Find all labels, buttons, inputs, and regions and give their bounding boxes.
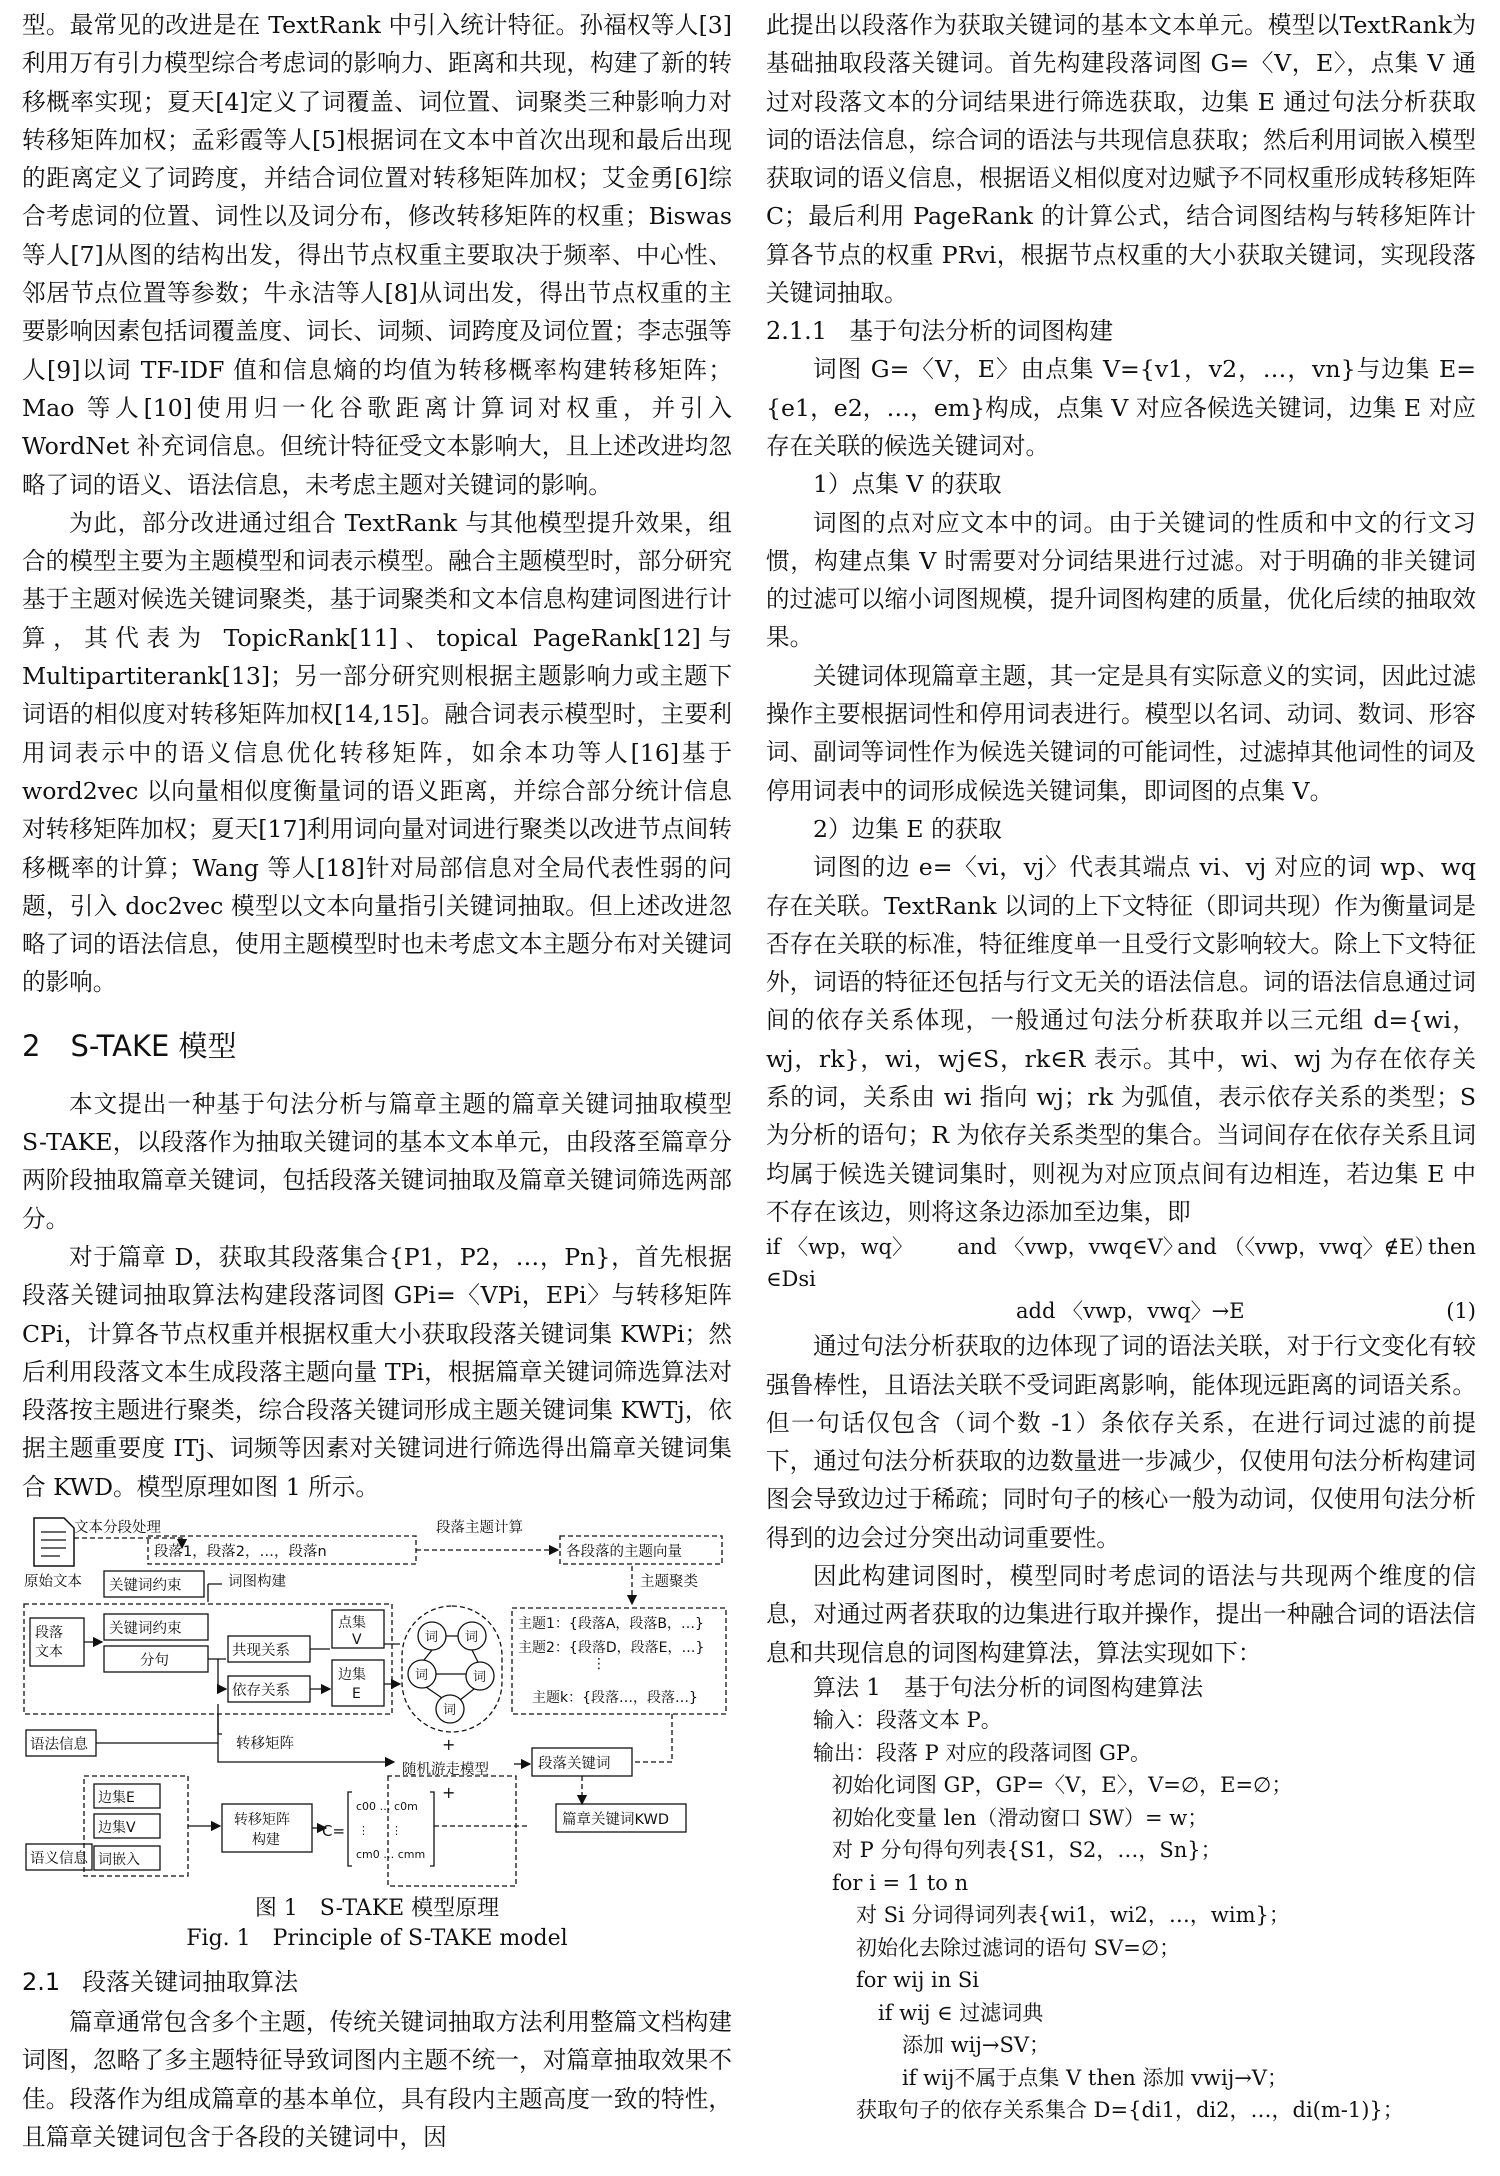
svg-text:+: + bbox=[442, 1782, 456, 1802]
algo-line-11: 添加 wij→SV； bbox=[902, 2033, 1051, 2058]
label-para-topic-calc: 段落主题计算 bbox=[436, 1519, 523, 1536]
label-random-walk: 随机游走模型 bbox=[402, 1761, 489, 1778]
label-trans-matrix: 转移矩阵 bbox=[236, 1735, 294, 1752]
equation-1-line-1 bbox=[766, 1231, 1476, 1295]
algo-line-1: 输入：段落文本 P。 bbox=[813, 1708, 1002, 1733]
subsection-number: 2.1 bbox=[22, 1967, 61, 1996]
algo-line-10: if wij ∈ 过滤词典 bbox=[878, 2000, 1044, 2025]
label-topick: 主题k：{段落…，段落…} bbox=[532, 1689, 698, 1706]
left-paragraph-2: 为此，部分改进通过组合 TextRank 与其他模型提升效果，组合的模型主要为主题模型和词表示模型。融合主题模型时，部分研究基于主题对候选关键词聚类，基于词聚类和文本信息构建词图进行计算，其代表为 TopicRank[11]、topical PageRank[12]与 Multipartiterank[13]；另一部分研究则根据主题影响力或主题下词语的相似度对转移矩阵加权[14,15]。融合词表示模型时，主要利用词表示中的语义信息优化转移矩阵，如余本功等人[16]基于 word2vec 以向量相似度衡量词的语义距离，并综合部分统计信息对转移矩阵加权；夏天[17]利用词向量对词进行聚类以改进节点间转移概率的计算；Wang 等人[18]针对局部信息对全局代表性弱的问题，引入 doc2vec 模型以文本向量指引关键词抽取。但上述改进忽略了词的语法信息，使用主题模型时也未考虑文本主题分布对关键词的影响。 bbox=[22, 508, 732, 997]
svg-text:文本: 文本 bbox=[35, 1643, 63, 1660]
algo-line-2: 输出：段落 P 对应的段落词图 GP。 bbox=[813, 1740, 1152, 1765]
svg-text:词: 词 bbox=[473, 1669, 487, 1685]
section-heading-2 bbox=[22, 1024, 732, 1065]
label-topic2: 主题2：{段落D，段落E，…} bbox=[518, 1639, 705, 1656]
eq-part-d: then bbox=[1428, 1235, 1476, 1260]
label-text-seg: 文本分段处理 bbox=[74, 1519, 161, 1536]
svg-text:词: 词 bbox=[443, 1702, 457, 1718]
figure-1 bbox=[22, 1514, 732, 1894]
right-column bbox=[766, 6, 1476, 2127]
eq-part-c: and （〈vwp，vwq〉∉E） bbox=[1177, 1235, 1436, 1260]
svg-text:词: 词 bbox=[415, 1667, 429, 1683]
svg-text:段落: 段落 bbox=[35, 1624, 63, 1641]
svg-text:+: + bbox=[442, 1734, 456, 1754]
svg-text:c00 … c0m: c00 … c0m bbox=[356, 1799, 418, 1813]
label-word-embed: 词嵌入 bbox=[98, 1851, 140, 1868]
algo-line-13: 获取句子的依存关系集合 D={di1，di2，…，di(m-1)}； bbox=[856, 2098, 1404, 2123]
right-paragraph-6: 通过句法分析获取的边体现了词的语法关联，对于行文变化有较强鲁棒性，且语法关联不受词距离影响，能体现远距离的词语关系。但一句话仅包含（词个数 -1）条依存关系，在进行词过滤的前提下，通过句法分析获取的边数量进一步减少，仅使用句法分析构建词图会导致边过于稀疏；同时句子的核心一般为动词，仅使用句法分析得到的边会过分突出动词重要性。 bbox=[766, 1332, 1476, 1552]
svg-text:E: E bbox=[352, 1685, 361, 1702]
right-paragraph-5: 词图的边 e=〈vi，vj〉代表其端点 vi、vj 对应的词 wp、wq 存在关联。TextRank 以词的上下文特征（即词共现）作为衡量词是否存在关联的标准，特征维度单一且受行文影响较大。除上下文特征外，词语的特征还包括与行文无关的语法信息。词的语法信息通过词间的依存关系体现，一般通过句法分析获取并以三元组 d={wi，wj，rk}，wi，wj∈S，rk∈R 表示。其中，wi、wj 为存在依存关系的词，关系由 wi 指向 wj；rk 为弧值，表示依存关系的类型；S 为分析的语句；R 为依存关系类型的集合。当词间存在依存关系且词均属于候选关键词集时，则视为对应顶点间有边相连，若边集 E 中不存在该边，则将这条边添加至边集，即 bbox=[766, 853, 1476, 1226]
algo-line-8: 初始化去除过滤词的语句 SV=∅； bbox=[856, 1935, 1181, 1960]
right-paragraph-4: 关键词体现篇章主题，其一定是具有实际意义的实词，因此过滤操作主要根据词性和停用词表进行。模型以名词、动词、数词、形容词、副词等词性作为候选关键词的可能词性，过滤掉其他词性的词及停用词表中的词形成候选关键词集，即词图的点集 V。 bbox=[766, 661, 1476, 805]
subsection-heading-2-1 bbox=[22, 1962, 732, 1997]
left-paragraph-5: 篇章通常包含多个主题，传统关键词抽取方法利用整篇文档构建词图，忽略了多主题特征导致词图内主题不统一，对篇章抽取效果不佳。段落作为组成篇章的基本单位，具有段内主题高度一致的特性，且篇章关键词包含于各段的关键词中，因 bbox=[22, 2007, 732, 2151]
label-edge-e2: 边集E bbox=[98, 1789, 135, 1806]
left-paragraph-4: 对于篇章 D，获取其段落集合{P1，P2，…，Pn}，首先根据段落关键词抽取算法构建段落词图 GPi=〈VPi，EPi〉与转移矩阵 CPi，计算各节点权重并根据权重大小获取段落关键词集 KWPi；然后利用段落文本生成段落主题向量 TPi，根据篇章关键词筛选算法对段落按主题进行聚类，综合段落关键词形成主题关键词集 KWTj，依据主题重要度 ITj、词频等因素对关键词进行筛选得出篇章关键词集合 KWD。模型原理如图 1 所示。 bbox=[22, 1242, 732, 1501]
algo-line-5: 对 P 分句得句列表{S1，S2，…，Sn}； bbox=[832, 1838, 1222, 1863]
label-kw-constraint-2: 关键词约束 bbox=[109, 1620, 182, 1637]
algo-line-7: 对 Si 分词得词列表{wi1，wi2，…，wim}； bbox=[856, 1903, 1290, 1928]
subsection-number: 2.1.1 bbox=[766, 317, 828, 346]
eq-part-a: if 〈wp，wq〉∈Dsi bbox=[766, 1235, 913, 1292]
equation-number: (1) bbox=[1446, 1299, 1476, 1324]
svg-text:边集: 边集 bbox=[338, 1666, 366, 1683]
figure-caption-cn: 图 1 S-TAKE 模型原理 bbox=[254, 1895, 500, 1921]
label-edge-v: 边集V bbox=[98, 1819, 136, 1836]
svg-text:词: 词 bbox=[465, 1629, 479, 1645]
label-graph-build: 词图构建 bbox=[228, 1573, 286, 1590]
label-semantic-info: 语义信息 bbox=[30, 1850, 88, 1867]
subsection-heading-2-1-1 bbox=[766, 312, 1476, 350]
eq-part-e: add 〈vwp，vwq〉→E bbox=[1016, 1299, 1245, 1324]
subsection-title: 段落关键词抽取算法 bbox=[82, 1967, 299, 1996]
svg-text:⋮ ⋮: ⋮ ⋮ bbox=[358, 1823, 402, 1837]
left-column bbox=[22, 6, 732, 2156]
label-matrix-c: C= bbox=[322, 1821, 346, 1840]
label-para-kw: 段落关键词 bbox=[538, 1755, 611, 1772]
label-syntax-info: 语法信息 bbox=[30, 1736, 88, 1753]
svg-text:构建: 构建 bbox=[252, 1831, 280, 1848]
equation-1-line-2 bbox=[766, 1295, 1476, 1327]
right-paragraph-7: 因此构建词图时，模型同时考虑词的语法与共现两个维度的信息，对通过两者获取的边集进行取并操作，提出一种融合词的语法信息和共现信息的词图构建算法，算法实现如下： bbox=[766, 1561, 1476, 1667]
left-paragraph-3: 本文提出一种基于句法分析与篇章主题的篇章关键词抽取模型 S-TAKE，以段落作为抽取关键词的基本文本单元，由段落至篇章分两阶段抽取篇章关键词，包括段落关键词抽取及篇章关键词筛选两部分。 bbox=[22, 1089, 732, 1233]
label-doc-kw: 篇章关键词KWD bbox=[562, 1811, 669, 1828]
sub-heading-node-set: 1）点集 V 的获取 bbox=[813, 470, 1002, 499]
right-paragraph-1: 此提出以段落作为获取关键词的基本文本单元。模型以TextRank为基础抽取段落关键词。首先构建段落词图 G=〈V，E〉，点集 V 通过对段落文本的分词结果进行筛选获取，边集 E 通过句法分析获取词的语法信息，综合词的语法与共现信息获取；然后利用词嵌入模型获取词的语义信息，根据语义相似度对边赋予不同权重形成转移矩阵 C；最后利用 PageRank 的计算公式，结合词图结构与转移矩阵计算各节点的权重 PRvi，根据节点权重的大小获取关键词，实现段落关键词抽取。 bbox=[766, 11, 1476, 308]
section-title: S-TAKE 模型 bbox=[70, 1028, 237, 1063]
figure-caption-en: Fig. 1 Principle of S-TAKE model bbox=[186, 1925, 568, 1951]
algo-line-6: for i = 1 to n bbox=[832, 1870, 969, 1895]
eq-part-b: and 〈vwp，vwq∈V〉 bbox=[957, 1235, 1184, 1260]
label-orig-text: 原始文本 bbox=[24, 1573, 82, 1590]
svg-text:点集: 点集 bbox=[338, 1614, 366, 1631]
sub-heading-edge-set: 2）边集 E 的获取 bbox=[813, 814, 1002, 843]
svg-text:⋮: ⋮ bbox=[592, 1655, 606, 1672]
right-paragraph-3: 词图的点对应文本中的词。由于关键词的性质和中文的行文习惯，构建点集 V 时需要对分词结果进行过滤。对于明确的非关键词的过滤可以缩小词图规模，提升词图构建的质量，优化后续的抽取效果。 bbox=[766, 508, 1476, 652]
algo-line-9: for wij in Si bbox=[856, 1968, 980, 1993]
document-icon bbox=[34, 1518, 74, 1566]
svg-text:转移矩阵: 转移矩阵 bbox=[234, 1811, 290, 1828]
label-topic1: 主题1：{段落A，段落B，…} bbox=[518, 1615, 704, 1632]
label-cooc: 共现关系 bbox=[232, 1642, 290, 1659]
algorithm-title: 算法 1 基于句法分析的词图构建算法 bbox=[813, 1674, 1203, 1701]
label-paras: 段落1，段落2，…，段落n bbox=[154, 1543, 327, 1560]
algo-line-12: if wij不属于点集 V then 添加 vwij→V； bbox=[902, 2065, 1288, 2090]
svg-text:V: V bbox=[352, 1631, 362, 1648]
section-number: 2 bbox=[22, 1028, 41, 1063]
word-graph bbox=[402, 1606, 502, 1732]
subsection-title: 基于句法分析的词图构建 bbox=[849, 317, 1114, 346]
algo-line-3: 初始化词图 GP，GP=〈V，E〉，V=∅，E=∅； bbox=[832, 1773, 1293, 1798]
label-para-topic-vec: 各段落的主题向量 bbox=[566, 1543, 682, 1560]
svg-text:词: 词 bbox=[425, 1629, 439, 1645]
label-kw-constraint: 关键词约束 bbox=[109, 1577, 182, 1594]
algorithm-1 bbox=[766, 1672, 1476, 2127]
right-paragraph-2: 词图 G=〈V，E〉由点集 V={v1，v2，…，vn}与边集 E={e1，e2，…，em}构成，点集 V 对应各候选关键词，边集 E 对应存在关联的候选关键词对。 bbox=[766, 355, 1476, 460]
algo-line-4: 初始化变量 len（滑动窗口 SW）= w； bbox=[832, 1805, 1209, 1830]
left-paragraph-1: 型。最常见的改进是在 TextRank 中引入统计特征。孙福权等人[3]利用万有引力模型综合考虑词的影响力、距离和共现，构建了新的转移概率实现；夏天[4]定义了词覆盖、词位置、词聚类三种影响力对转移矩阵加权；孟彩霞等人[5]根据词在文本中首次出现和最后出现的距离定义了词跨度，并结合词位置对转移矩阵加权；艾金勇[6]综合考虑词的位置、词性以及词分布，修改转移矩阵的权重；Biswas 等人[7]从图的结构出发，得出节点权重主要取决于频率、中心性、邻居节点位置等参数；牛永洁等人[8]从词出发，得出节点权重的主要影响因素包括词覆盖度、词长、词频、词跨度及词位置；李志强等人[9]以词 TF-IDF 值和信息熵的均值为转移概率构建转移矩阵；Mao 等人[10]使用归一化谷歌距离计算词对权重，并引入 WordNet 补充词信息。但统计特征受文本影响大，且上述改进均忽略了词的语义、语法信息，未考虑主题对关键词的影响。 bbox=[22, 11, 732, 499]
svg-text:cm0 … cmm: cm0 … cmm bbox=[356, 1847, 426, 1861]
label-dep: 依存关系 bbox=[232, 1682, 290, 1699]
label-split-sent: 分句 bbox=[140, 1652, 169, 1669]
label-topic-cluster: 主题聚类 bbox=[640, 1573, 698, 1590]
